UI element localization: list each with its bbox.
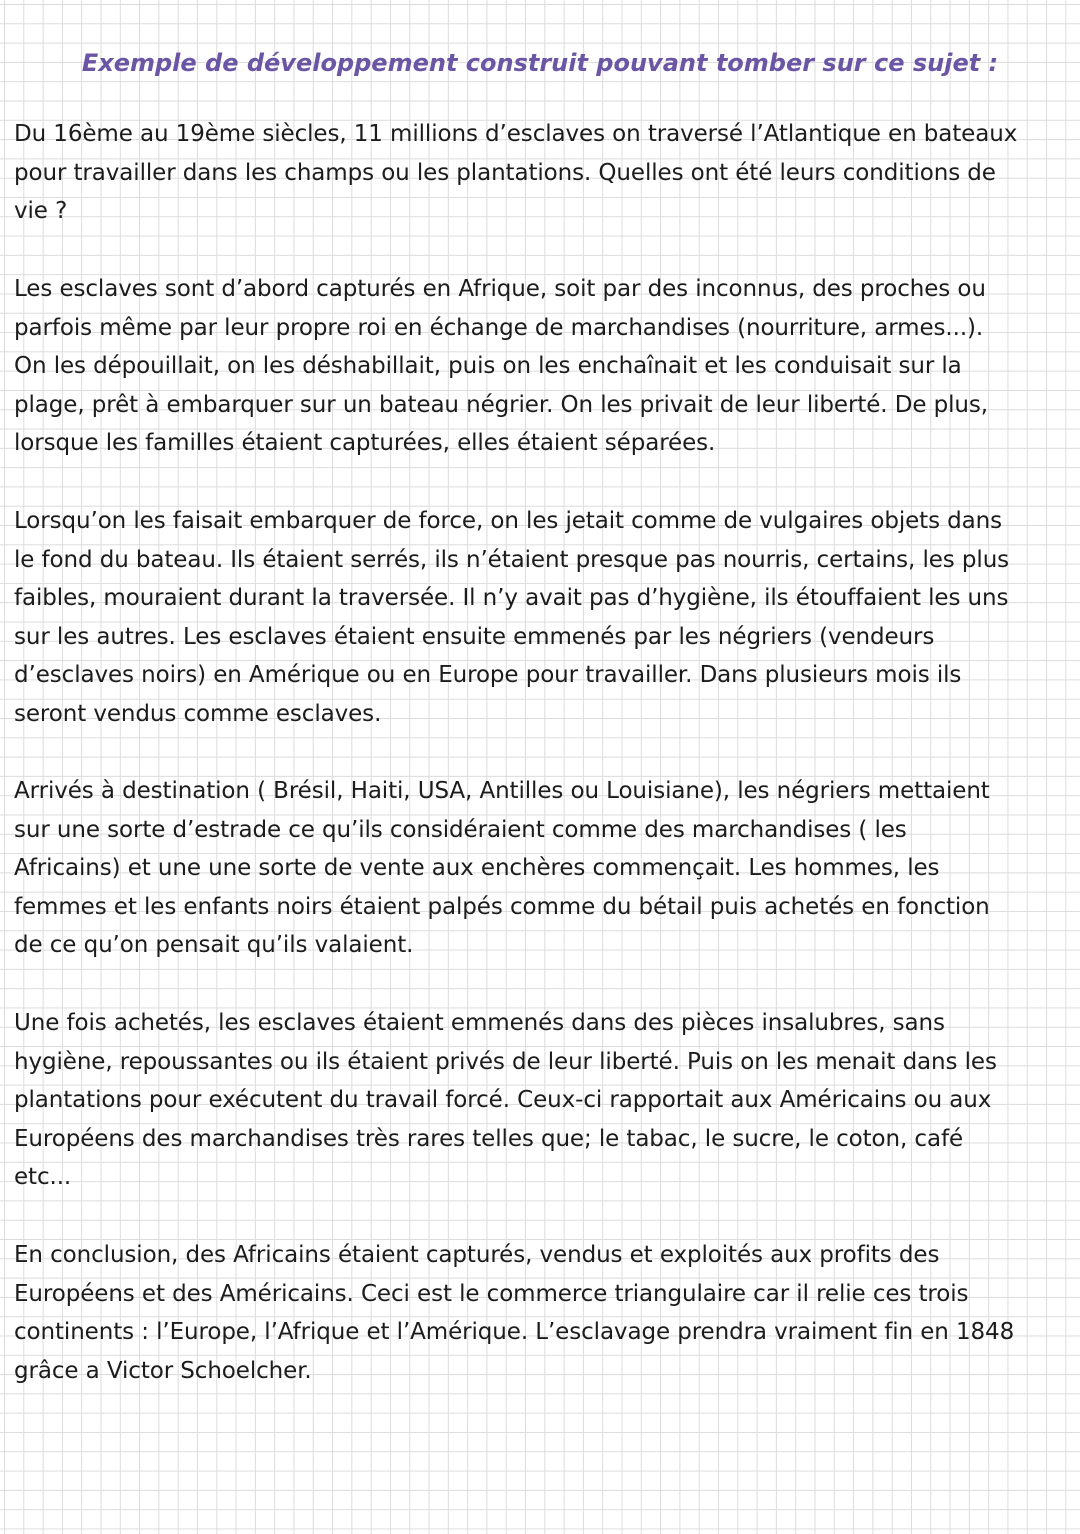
paragraph-capture [14, 270, 1068, 463]
text-line: etc... [14, 1164, 72, 1191]
text-line: Européens des marchandises très rares telles que; le tabac, le sucre, le coton, café [14, 1125, 963, 1152]
paragraph-sale [14, 772, 1068, 965]
text-line: sur les autres. Les esclaves étaient ensuite emmenés par les négriers (vendeurs [14, 623, 935, 650]
page-title: Exemple de développement construit pouvant tomber sur ce sujet : [81, 49, 999, 77]
text-line: parfois même par leur propre roi en échange de marchandises (nourriture, armes...). [14, 314, 984, 341]
paragraph-conclusion [14, 1236, 1068, 1390]
text-line: Lorsqu’on les faisait embarquer de force, on les jetait comme de vulgaires objets dans [14, 508, 1003, 534]
text-line: de ce qu’on pensait qu’ils valaient. [14, 932, 414, 959]
text-line: Les esclaves sont d’abord capturés en Afrique, soit par des inconnus, des proches ou [14, 276, 986, 302]
text-line: grâce a Victor Schoelcher. [14, 1357, 312, 1384]
paragraph-plantations [14, 1004, 1068, 1197]
text-line: On les dépouillait, on les déshabillait, puis on les enchaînait et les conduisait sur la [14, 353, 962, 380]
text-line: Arrivés à destination ( Brésil, Haiti, USA, Antilles ou Louisiane), les négriers mettaient [14, 778, 990, 804]
text-line: faibles, mouraient durant la traversée. Il n’y avait pas d’hygiène, ils étouffaient les uns [14, 585, 1009, 612]
paragraph-crossing [14, 502, 1068, 734]
text-line: continents : l’Europe, l’Afrique et l’Amérique. L’esclavage prendra vraiment fin en 1848 [14, 1319, 1015, 1346]
text-line: d’esclaves noirs) en Amérique ou en Europe pour travailler. Dans plusieurs mois ils [14, 662, 962, 689]
text-line: femmes et les enfants noirs étaient palpés comme du bétail puis achetés en fonction [14, 893, 990, 920]
paragraph-introduction [14, 115, 1068, 231]
text-line: Européens et des Américains. Ceci est le commerce triangulaire car il relie ces trois [14, 1280, 969, 1307]
text-line: Une fois achetés, les esclaves étaient emmenés dans des pièces insalubres, sans [14, 1010, 945, 1036]
text-line: pour travailler dans les champs ou les plantations. Quelles ont été leurs conditions de [14, 159, 996, 186]
text-line: vie ? [14, 198, 68, 225]
text-line: seront vendus comme esclaves. [14, 700, 382, 727]
text-line: plage, prêt à embarquer sur un bateau négrier. On les privait de leur liberté. De plus, [14, 391, 988, 418]
text-line: le fond du bateau. Ils étaient serrés, ils n’étaient presque pas nourris, certains, les plus [14, 546, 1010, 573]
text-line: Africains) et une une sorte de vente aux enchères commençait. Les hommes, les [14, 855, 940, 882]
text-line: lorsque les familles étaient capturées, elles étaient séparées. [14, 430, 716, 457]
text-line: plantations pour exécutent du travail forcé. Ceux-ci rapportait aux Américains ou aux [14, 1087, 992, 1114]
text-line: Du 16ème au 19ème siècles, 11 millions d’esclaves on traversé l’Atlantique en bateaux [14, 121, 1018, 147]
text-line: hygiène, repoussantes ou ils étaient privés de leur liberté. Puis on les menait dans les [14, 1048, 997, 1075]
text-line: sur une sorte d’estrade ce qu’ils considéraient comme des marchandises ( les [14, 816, 907, 843]
text-line: En conclusion, des Africains étaient capturés, vendus et exploités aux profits des [14, 1242, 940, 1268]
